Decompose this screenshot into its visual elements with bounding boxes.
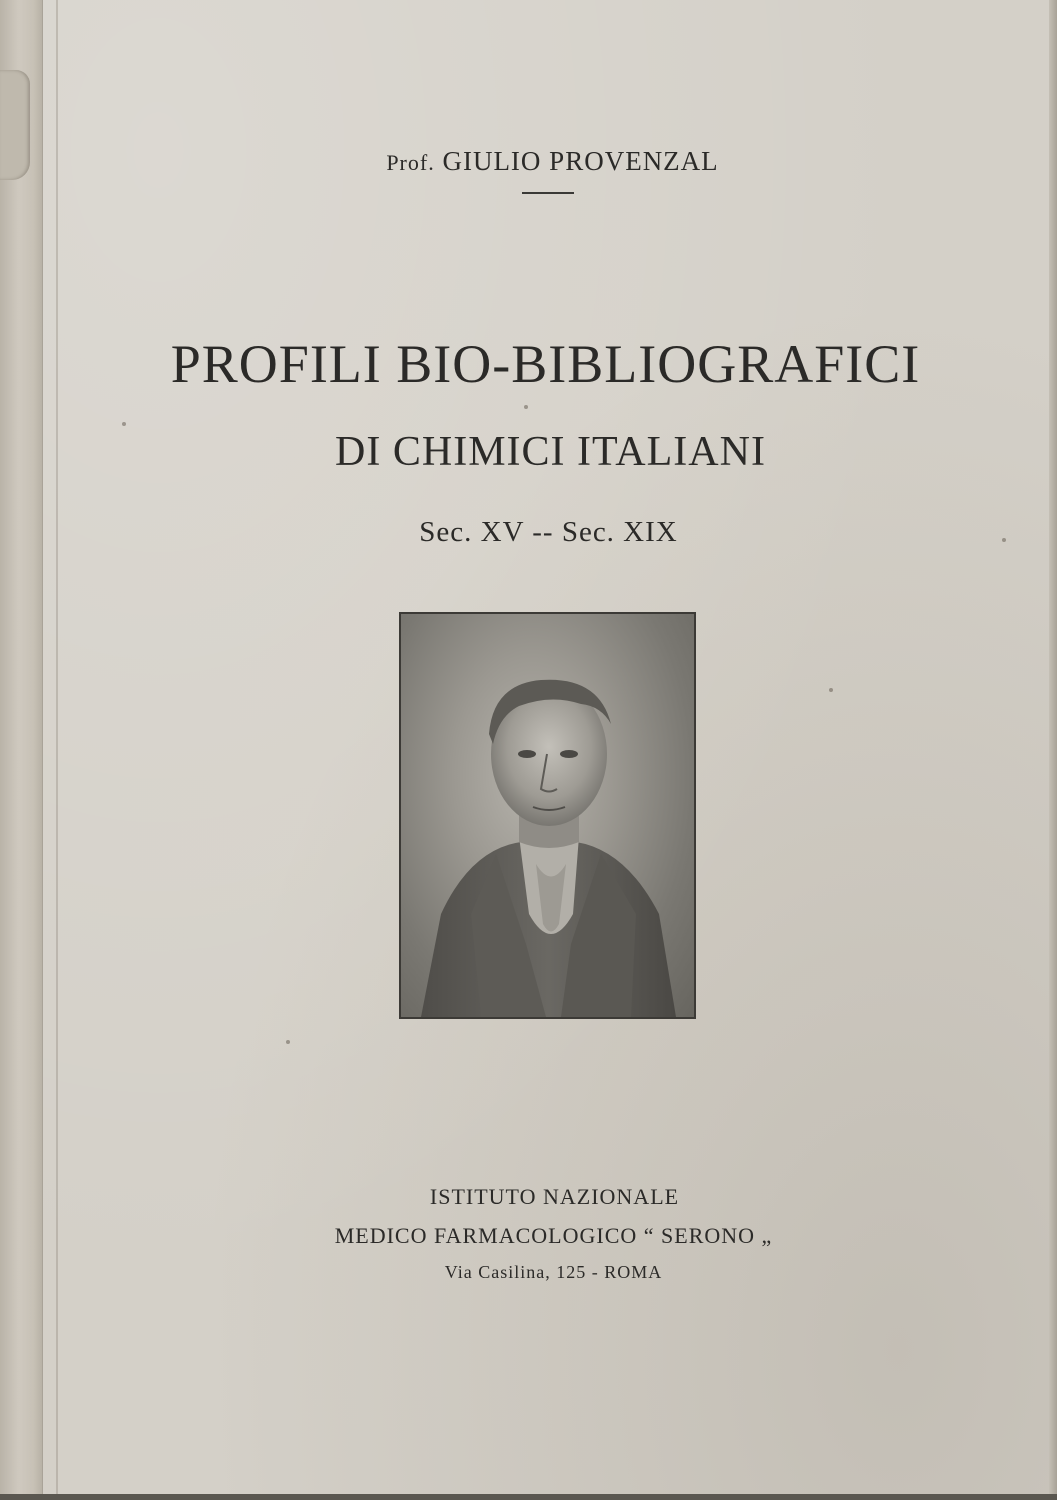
book-title: PROFILI BIO-BIBLIOGRAFICI bbox=[170, 334, 921, 394]
paper-speck bbox=[122, 422, 126, 426]
paper-speck bbox=[524, 405, 528, 409]
cover-bottom-edge bbox=[0, 1494, 1057, 1500]
author-name: GIULIO PROVENZAL bbox=[442, 146, 719, 176]
author-prefix: Prof. bbox=[386, 150, 435, 175]
publisher-name-line2: MEDICO FARMACOLOGICO “ SERONO „ bbox=[334, 1223, 773, 1248]
publisher-address: Via Casilina, 125 - ROMA bbox=[444, 1262, 663, 1282]
paper-speck bbox=[1002, 538, 1006, 542]
paper-speck bbox=[829, 688, 833, 692]
paper-speck bbox=[286, 1040, 290, 1044]
author-line bbox=[0, 146, 1057, 177]
period-range: Sec. XV -- Sec. XIX bbox=[419, 516, 678, 548]
author-divider-rule bbox=[522, 192, 574, 194]
portrait-engraving bbox=[399, 612, 696, 1019]
publisher-name-line1: ISTITUTO NAZIONALE bbox=[429, 1184, 680, 1209]
book-subtitle: DI CHIMICI ITALIANI bbox=[335, 429, 766, 475]
portrait-bust-figure bbox=[401, 614, 694, 1017]
